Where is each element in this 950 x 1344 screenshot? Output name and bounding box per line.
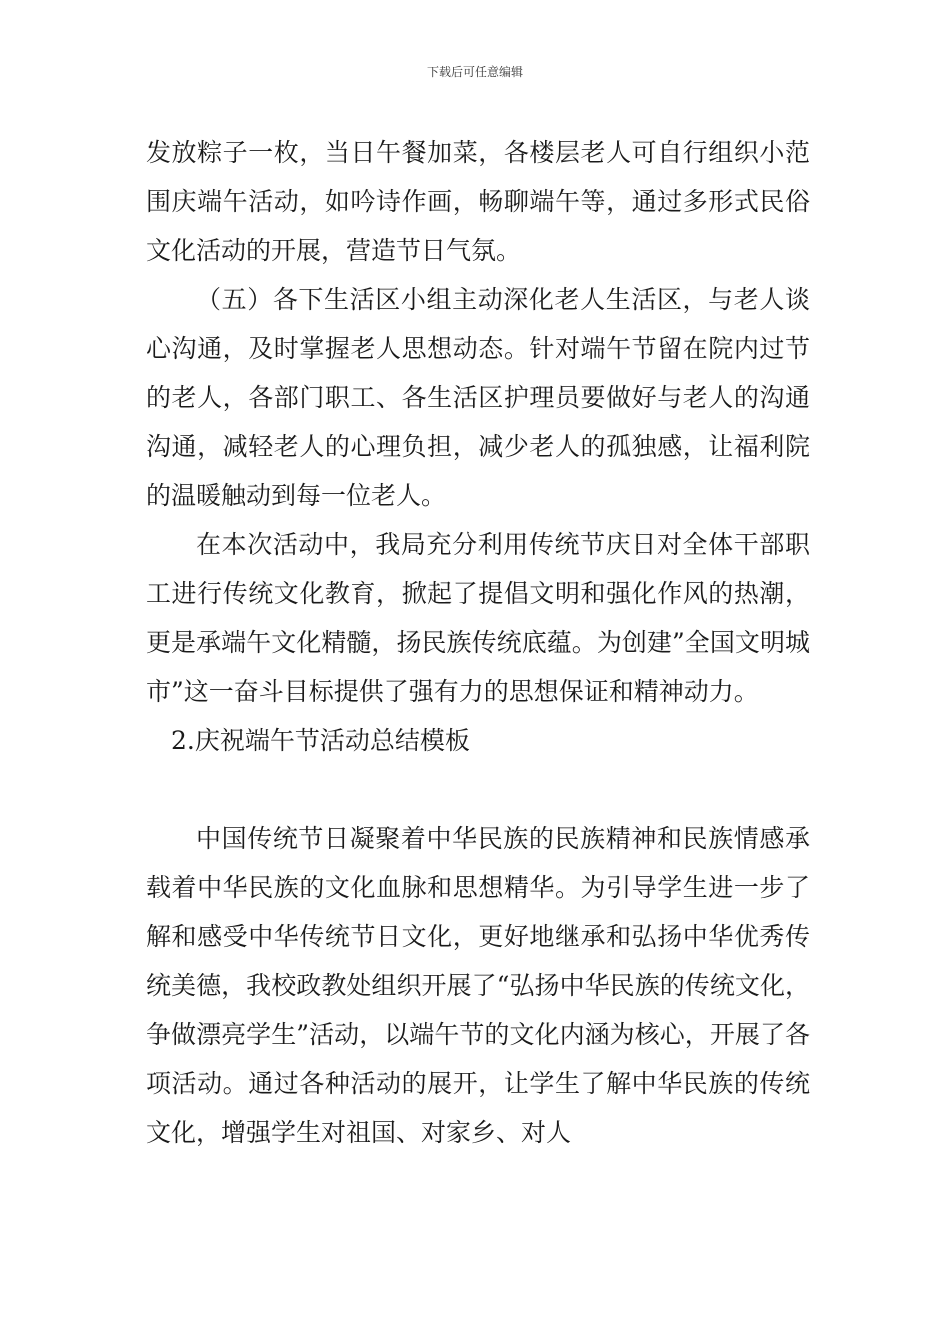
paragraph-intro: 中国传统节日凝聚着中华民族的民族精神和民族情感承载着中华民族的文化血脉和思想精华。为引导学生进一步了解和感受中华传统节日文化，更好地继承和弘扬中华优秀传统美德，我校政教处组织开展了“弘扬中华民族的传统文化，争做漂亮学生”活动，以端午节的文化内涵为核心，开展了各项活动。通过各种活动的展开，让学生了解中华民族的传统文化，增强学生对祖国、对家乡、对人 xyxy=(146,824,810,1147)
paragraph-continuation: 发放粽子一枚，当日午餐加菜，各楼层老人可自行组织小范围庆端午活动，如吟诗作画，畅聊端午等，通过多形式民俗文化活动的开展，营造节日气氛。 xyxy=(146,138,810,265)
paragraph-item-five: （五）各下生活区小组主动深化老人生活区，与老人谈心沟通，及时掌握老人思想动态。针对端午节留在院内过节的老人，各部门职工、各生活区护理员要做好与老人的沟通沟通，减轻老人的心理负担，减少老人的孤独感，让福利院的温暖触动到每一位老人。 xyxy=(146,285,810,510)
document-body xyxy=(146,128,810,1157)
blank-line xyxy=(146,765,810,814)
section-heading: 2.庆祝端午节活动总结模板 xyxy=(171,726,470,755)
page-header: 下载后可任意编辑 xyxy=(426,65,523,79)
paragraph-summary: 在本次活动中，我局充分利用传统节庆日对全体干部职工进行传统文化教育，掀起了提倡文明和强化作风的热潮，更是承端午文化精髓，扬民族传统底蕴。为创建”全国文明城市”这一奋斗目标提供了强有力的思想保证和精神动力。 xyxy=(146,530,810,706)
